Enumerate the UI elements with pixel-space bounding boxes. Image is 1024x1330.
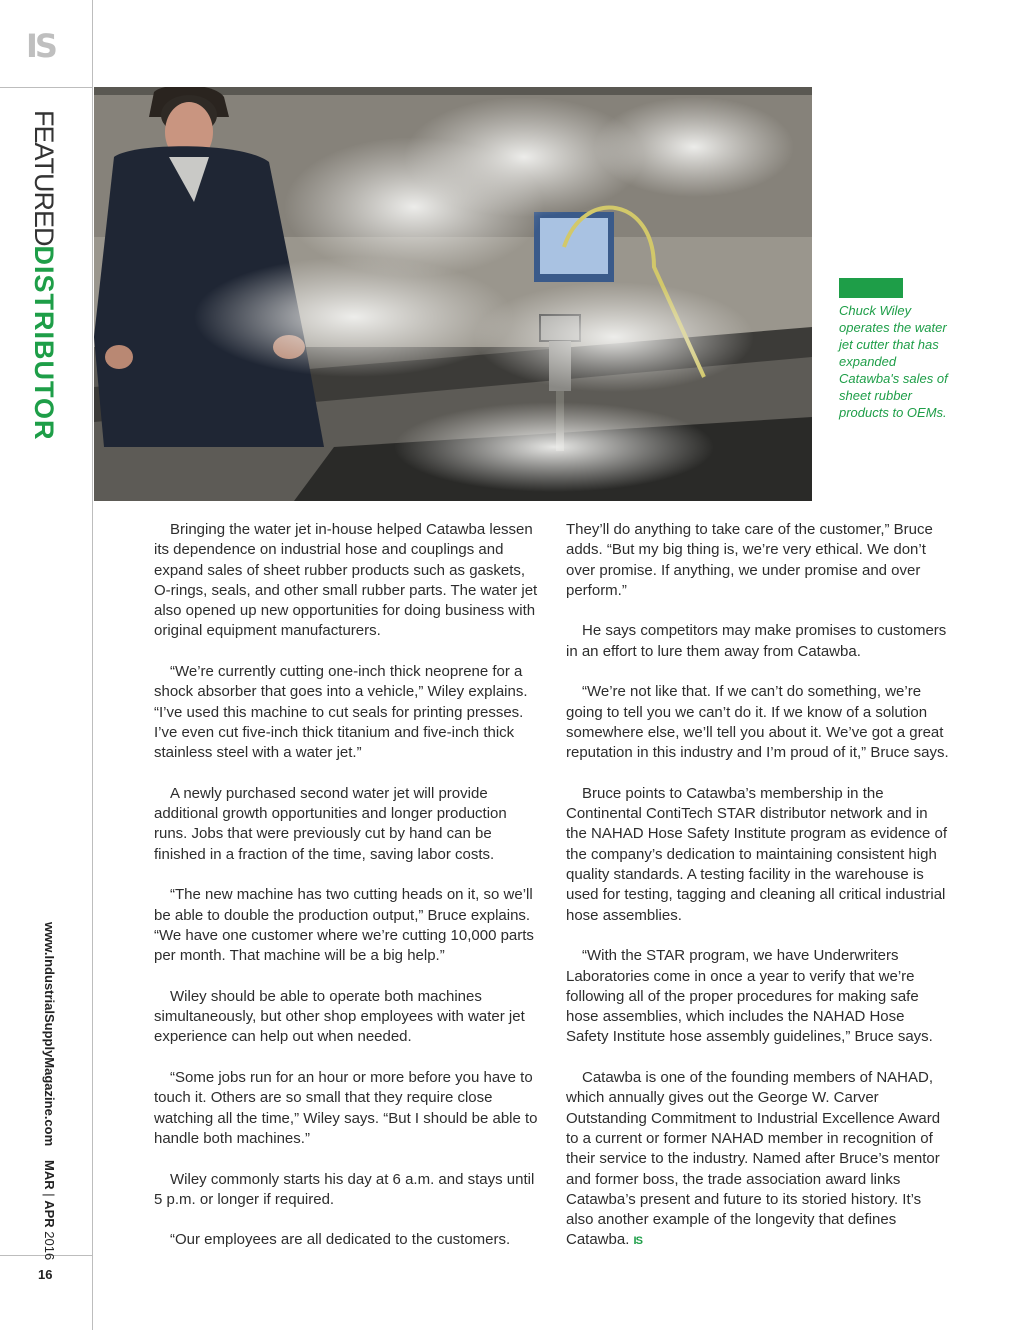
paragraph: “We’re not like that. If we can’t do something, we’re going to tell you we can’t do it. If we know of a solution somewhere else, we’ll tell you about it. We’ve got a great reputation in this industry and I’m proud of it,” Bruce says.: [566, 683, 949, 762]
article-column-left: [154, 520, 538, 1271]
paragraph: Bruce points to Catawba’s membership in the Continental ContiTech STAR distributor network and in the NAHAD Hose Safety Institute program as evidence of the company’s dedication to maintaining consistent high quality standards. A testing facility in the warehouse is used for testing, tagging and cleaning all critical industrial hose assemblies.: [566, 784, 948, 924]
issue-month-2: APR: [42, 1200, 57, 1228]
water-jet-photo-illustration: [94, 87, 812, 501]
section-label: [28, 110, 60, 441]
paragraph: A newly purchased second water jet will provide additional growth opportunities and longer production runs. Jobs that were previously cut by hand can be finished in a fraction of the time, saving labor costs.: [154, 784, 507, 863]
final-paragraph-text: Catawba is one of the founding members of NAHAD, which annually gives out the George W. Carver Outstanding Commitment to Industrial Excellence Award to a current or former NAHAD member in recognition of their service to the industry. Named after Bruce’s mentor and former boss, the trade association award links Catawba’s present and future to its storied history. It’s also another example of the longevity that defines Catawba.: [566, 1069, 941, 1249]
magazine-logo: IS: [26, 27, 55, 65]
section-label-light: FEATURED: [29, 110, 59, 246]
sidebar-divider: [92, 0, 93, 1330]
paragraph: Wiley commonly starts his day at 6 a.m. and stays until 5 p.m. or longer if required.: [154, 1170, 535, 1208]
paragraph-final: [566, 1068, 950, 1252]
issue-year: 2016: [42, 1227, 57, 1261]
issue-separator: |: [42, 1189, 57, 1201]
paragraph: “Our employees are all dedicated to the customers.: [170, 1231, 511, 1249]
section-label-bold: DISTRIBUTOR: [29, 245, 59, 441]
paragraph: “Some jobs run for an hour or more before you have to touch it. Others are so small that they require close watching all the time,” Wiley says. “But I should be able to handle both machines.”: [154, 1069, 538, 1147]
paragraph: “The new machine has two cutting heads on it, so we’ll be able to double the production output,” Bruce explains. “We have one customer where we’re cutting 10,000 parts per month. That machine will be a big help.”: [154, 886, 534, 965]
sidebar-top-rule: [0, 87, 92, 88]
issue-month-1: MAR: [42, 1160, 57, 1190]
issue-date: [40, 1160, 58, 1260]
page-number: 16: [38, 1267, 53, 1282]
caption-accent-bar: [839, 278, 903, 298]
photo-caption: Chuck Wiley operates the water jet cutter that has expanded Catawba's sales of sheet rubber products to OEMs.: [839, 303, 948, 420]
end-of-article-mark: IS: [633, 1235, 642, 1248]
article-column-right: [566, 520, 950, 1272]
feature-photo: [94, 87, 812, 501]
paragraph: Wiley should be able to operate both machines simultaneously, but other shop employees with water jet experience can help out when needed.: [154, 987, 525, 1046]
website-url: www.IndustrialSupplyMagazine.com: [42, 922, 57, 1147]
paragraph: “We’re currently cutting one-inch thick neoprene for a shock absorber that goes into a vehicle,” Wiley explains. “I’ve used this machine to cut seals for printing presses. I’ve even cut five-inch thick titanium and five-inch thick stainless steel with a water jet.”: [154, 663, 528, 762]
paragraph: He says competitors may make promises to customers in an effort to lure them away from Catawba.: [566, 622, 947, 660]
paragraph: “With the STAR program, we have Underwriters Laboratories come in once a year to verify that we’re following all of the proper procedures for making safe hose assemblies, which includes the NAHAD Hose Safety Institute hose assembly guidelines,” Bruce says.: [566, 947, 933, 1046]
paragraph-continuation: They’ll do anything to take care of the customer,” Bruce adds. “But my big thing is, we’re very ethical. We don’t over promise. If anything, we under promise and over perform.”: [566, 521, 933, 599]
paragraph: Bringing the water jet in-house helped Catawba lessen its dependence on industrial hose and couplings and expand sales of sheet rubber products such as gaskets, O-rings, seals, and other small rubber parts. The water jet also opened up new opportunities for doing business with original equipment manufacturers.: [154, 521, 538, 640]
